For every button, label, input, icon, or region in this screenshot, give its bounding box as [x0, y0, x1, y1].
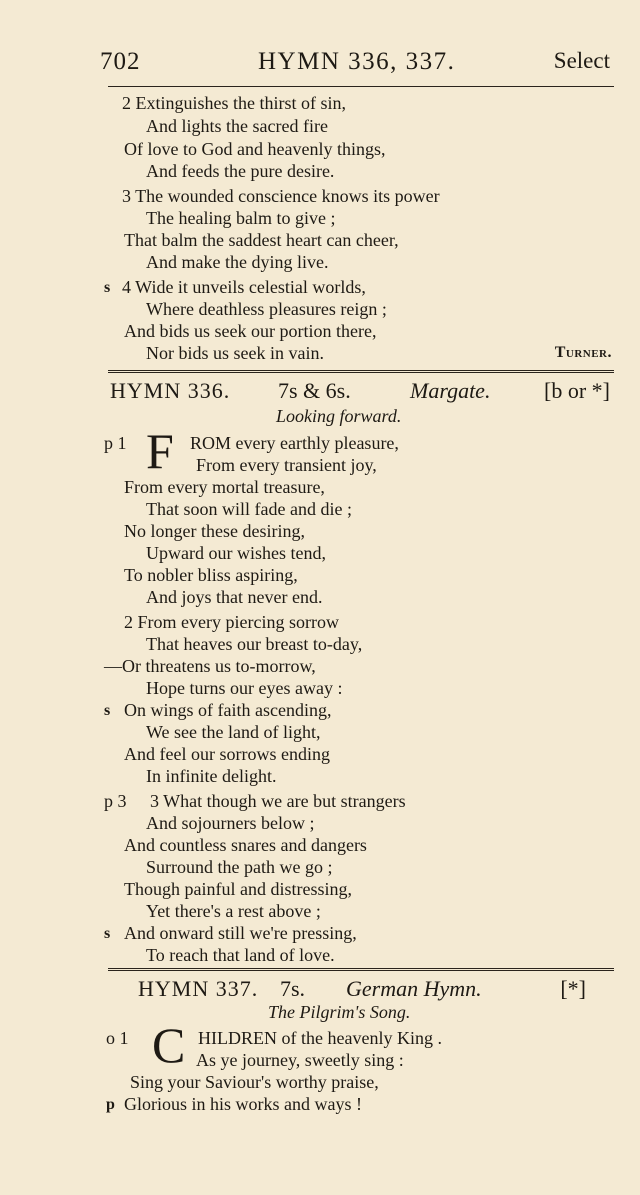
verse-line: On wings of faith ascending,: [124, 700, 332, 720]
verse-line: 2 Extinguishes the thirst of sin,: [122, 93, 346, 113]
author-attribution: Turner.: [554, 344, 612, 361]
verse-line: 4 Wide it unveils celestial worlds,: [122, 277, 366, 297]
hymn-subtitle: Looking forward.: [276, 406, 402, 426]
verse-line: And feel our sorrows ending: [124, 744, 330, 764]
hymn-tune: Margate.: [410, 378, 491, 403]
verse-line: Surround the path we go ;: [146, 857, 333, 877]
verse-line: The healing balm to give ;: [146, 208, 336, 228]
verse-line: In infinite delight.: [146, 766, 277, 786]
verse-line: Hope turns our eyes away :: [146, 678, 343, 698]
verse-line: Though painful and distressing,: [124, 879, 352, 899]
hymn-note: [b or *]: [544, 378, 610, 403]
verse-line: We see the land of light,: [146, 722, 321, 742]
drop-cap: F: [146, 423, 174, 479]
verse-line: And countless snares and dangers: [124, 835, 367, 855]
verse-line: And feeds the pure desire.: [146, 161, 335, 181]
verse-line: From every mortal treasure,: [124, 477, 325, 497]
verse-line: From every transient joy,: [196, 455, 377, 475]
verse-line: Nor bids us seek in vain.: [146, 343, 324, 363]
header-rule: [108, 86, 614, 87]
running-head-title: HYMN 336, 337.: [258, 48, 456, 75]
verse-line: And onward still we're pressing,: [124, 923, 357, 943]
verse-line: That soon will fade and die ;: [146, 499, 352, 519]
stanza-number: p 1: [104, 433, 127, 453]
hymn-title: HYMN 336.: [110, 378, 231, 403]
verse-line: And sojourners below ;: [146, 813, 315, 833]
dynamic-mark: p: [106, 1096, 115, 1113]
section-rule: [108, 968, 614, 971]
running-head-section: Select: [553, 48, 610, 73]
verse-line: That heaves our breast to-day,: [146, 634, 363, 654]
verse-line: Of love to God and heavenly things,: [124, 139, 386, 159]
verse-line: —Or threatens us to-morrow,: [104, 656, 316, 676]
verse-line: To nobler bliss aspiring,: [124, 565, 298, 585]
verse-line: To reach that land of love.: [146, 945, 335, 965]
stanza-number: p 3: [104, 791, 127, 811]
verse-line: That balm the saddest heart can cheer,: [124, 230, 399, 250]
stanza-number: o 1: [106, 1028, 129, 1048]
verse-line: ROM every earthly pleasure,: [190, 433, 399, 453]
verse-line: 3 The wounded conscience knows its power: [122, 186, 440, 206]
hymn-title: HYMN 337.: [138, 976, 259, 1001]
running-head: [100, 48, 610, 82]
dynamic-mark: s: [104, 279, 111, 296]
verse-line: 2 From every piercing sorrow: [124, 612, 339, 632]
verse-line: HILDREN of the heavenly King .: [198, 1028, 442, 1048]
section-rule: [108, 370, 614, 373]
verse-line: And bids us seek our portion there,: [124, 321, 377, 341]
hymn-note: [*]: [560, 976, 586, 1001]
hymn-subtitle: The Pilgrim's Song.: [268, 1002, 411, 1022]
verse-line: Yet there's a rest above ;: [146, 901, 321, 921]
hymn-tune: German Hymn.: [346, 976, 482, 1001]
verse-line: 3 What though we are but strangers: [150, 791, 406, 811]
drop-cap: C: [152, 1017, 186, 1073]
dynamic-mark: s: [104, 925, 111, 942]
verse-line: And make the dying live.: [146, 252, 329, 272]
verse-line: Sing your Saviour's worthy praise,: [130, 1072, 379, 1092]
dynamic-mark: s: [104, 702, 111, 719]
verse-line: Where deathless pleasures reign ;: [146, 299, 387, 319]
hymn-meter: 7s & 6s.: [278, 378, 351, 403]
verse-line: No longer these desiring,: [124, 521, 305, 541]
verse-line: Upward our wishes tend,: [146, 543, 326, 563]
hymn-336-heading: [110, 378, 610, 408]
hymn-meter: 7s.: [280, 976, 306, 1001]
verse-line: And joys that never end.: [146, 587, 323, 607]
verse-line: Glorious in his works and ways !: [124, 1094, 362, 1114]
verse-line: And lights the sacred fire: [146, 116, 328, 136]
page-number: 702: [100, 48, 141, 75]
verse-line: As ye journey, sweetly sing :: [196, 1050, 404, 1070]
